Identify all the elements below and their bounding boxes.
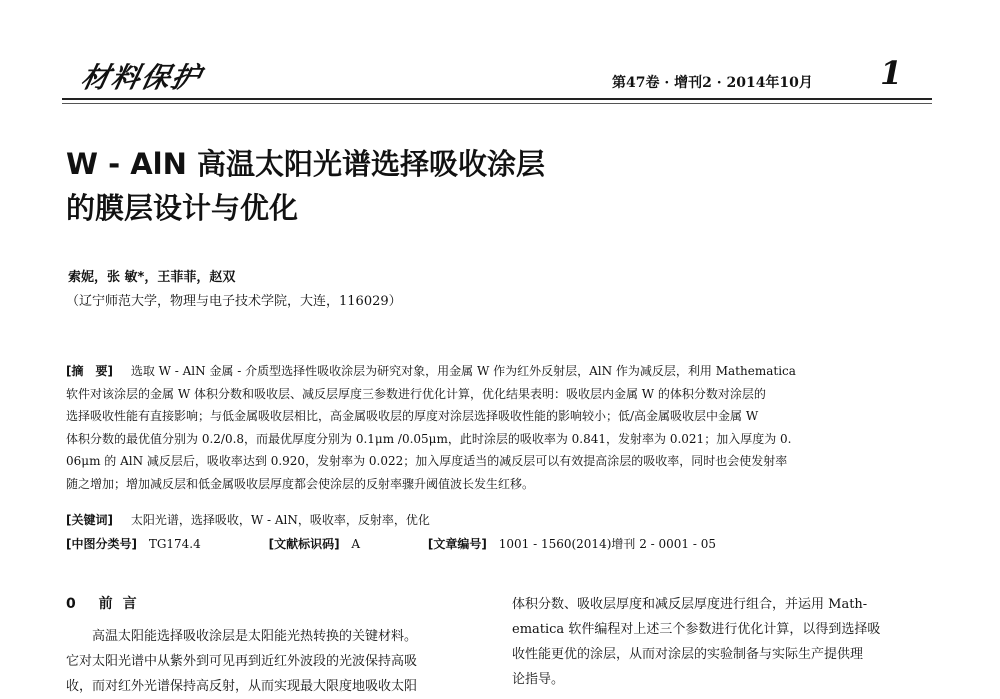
body-line: 收性能更优的涂层，从而对涂层的实验制备与实际生产提供理 bbox=[512, 647, 864, 662]
abstract-label: [摘 要] bbox=[66, 364, 113, 378]
classification-row bbox=[66, 535, 780, 552]
abstract-line: 选择吸收性能有直接影响；与低金属吸收层相比，高金属吸收层的厚度对涂层选择吸收性能的影响较小；低/高金属吸收层中金属 W bbox=[66, 409, 759, 423]
section-heading bbox=[66, 593, 147, 613]
abstract-text: 选取 W - AlN 金属 - 介质型选择性吸收涂层为研究对象，用金属 W 作为红外反射层，AlN 作为减反层，利用 Mathematica bbox=[130, 364, 796, 378]
clc-label: [中图分类号] bbox=[66, 537, 137, 551]
keywords-text: 太阳光谱，选择吸收，W - AlN，吸收率，反射率，优化 bbox=[130, 513, 430, 527]
body-line: 它对太阳光谱中从紫外到可见再到近红外波段的光波保持高吸 bbox=[66, 654, 418, 669]
body-line: 收，而对红外光谱保持高反射，从而实现最大限度地吸收太阳 bbox=[66, 679, 418, 694]
abstract-line: 随之增加；增加减反层和低金属吸收层厚度都会使涂层的反射率骤升阈值波长发生红移。 bbox=[66, 476, 535, 491]
journal-name: 材料保护 bbox=[78, 61, 206, 94]
body-line: ematica 软件编程对上述三个参数进行优化计算，以得到选择吸 bbox=[512, 622, 881, 637]
section-number: 0 bbox=[66, 596, 76, 612]
body-line: 论指导。 bbox=[512, 672, 565, 687]
abstract-line bbox=[66, 360, 932, 383]
page-number: 1 bbox=[880, 54, 903, 92]
clc-value: TG174.4 bbox=[148, 537, 201, 551]
article-no-value: 1001 - 1560(2014)增刊 2 - 0001 - 05 bbox=[498, 537, 717, 551]
body-column-right bbox=[512, 592, 932, 692]
header-rule bbox=[62, 98, 932, 100]
article-no-label: [文章编号] bbox=[427, 537, 487, 551]
abstract-line: 软件对该涂层的金属 W 体积分数和吸收层、减反层厚度三参数进行优化计算，优化结果表明：吸收层内金属 W 的体积分数对涂层的 bbox=[66, 386, 766, 401]
body-line: 高温太阳能选择吸收涂层是太阳能光热转换的关键材料。 bbox=[92, 629, 418, 644]
keywords-row bbox=[66, 511, 430, 528]
issue-info: 第47卷 · 增刊2 · 2014年10月 bbox=[612, 75, 813, 91]
keywords-label: [关键词] bbox=[66, 513, 113, 527]
article-title-line-2: 的膜层设计与优化 bbox=[66, 191, 299, 225]
body-column-left bbox=[66, 624, 486, 699]
abstract bbox=[66, 360, 932, 495]
doc-code-label: [文献标识码] bbox=[268, 537, 340, 551]
article-title-line-1: W - AlN 高温太阳光谱选择吸收涂层 bbox=[66, 147, 545, 181]
authors: 索妮，张 敏*，王菲菲，赵双 bbox=[68, 270, 236, 285]
section-title: 前言 bbox=[98, 596, 147, 612]
body-line: 体积分数、吸收层厚度和减反层厚度进行组合，并运用 Math- bbox=[512, 597, 868, 612]
abstract-line: 体积分数的最优值分别为 0.2/0.8，而最优厚度分别为 0.1μm /0.05μm，此时涂层的吸收率为 0.841，发射率为 0.021；加入厚度为 0. bbox=[66, 431, 792, 446]
doc-code-value: A bbox=[351, 537, 361, 551]
header-rule-thin bbox=[62, 103, 932, 104]
affiliation: （辽宁师范大学，物理与电子技术学院，大连，116029） bbox=[66, 294, 402, 309]
abstract-line: 06μm 的 AlN 减反层后，吸收率达到 0.920，发射率为 0.022；加入厚度适当的减反层可以有效提高涂层的吸收率，同时也会使发射率 bbox=[66, 454, 788, 468]
